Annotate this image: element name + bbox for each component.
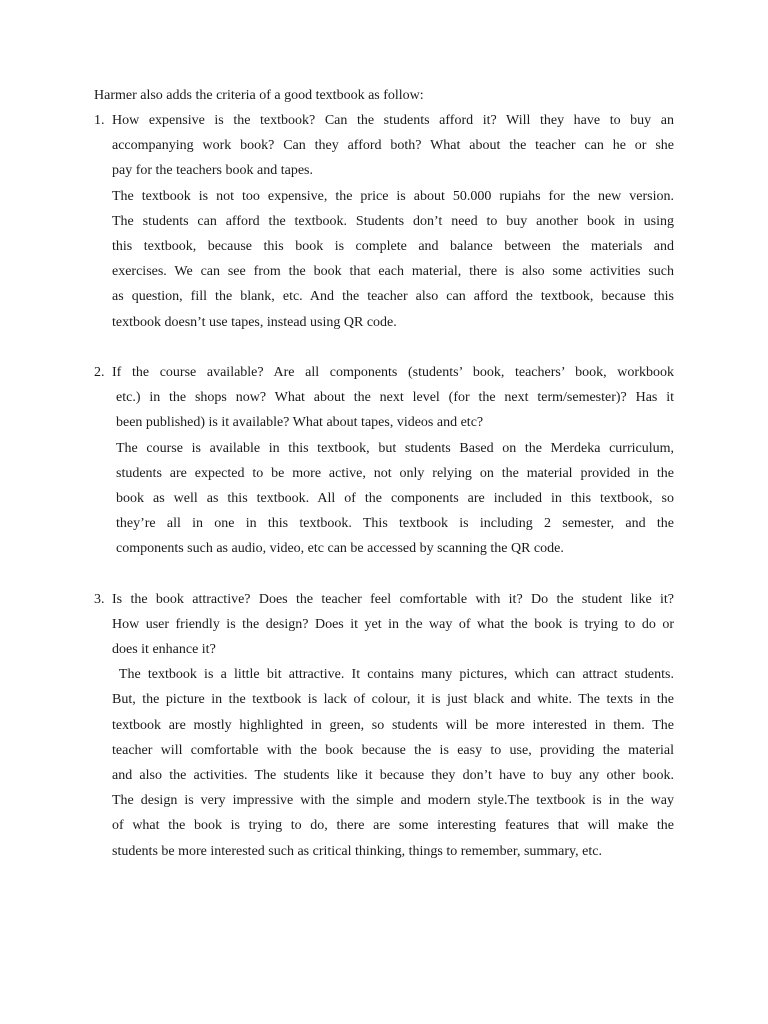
answer-line: The textbook is not too expensive, the price is about 50.000 rupiahs for the new version. (112, 189, 674, 204)
question-line: etc.) in the shops now? What about the next level (for the next term/semester)? Has it (116, 390, 674, 405)
item-number: 3. (94, 592, 105, 607)
answer-line: exercises. We can see from the book that each material, there is also some activities such (112, 264, 674, 279)
answer-line: But, the picture in the textbook is lack of colour, it is just black and white. The texts in the (112, 692, 674, 707)
answer-line: textbook are mostly highlighted in green, so students will be more interested in them. The (112, 718, 674, 733)
answer-line: teacher will comfortable with the book because the is easy to use, providing the material (112, 743, 674, 758)
answer-line: The textbook is a little bit attractive. It contains many pictures, which can attract students. (112, 667, 674, 682)
answer-line: students are expected to be more active, not only relying on the material provided in the (116, 466, 674, 481)
answer-line: The design is very impressive with the simple and modern style.The textbook is in the way (112, 793, 674, 808)
answer-line: and also the activities. The students like it because they don’t have to buy any other book. (112, 768, 674, 783)
answer-line: this textbook, because this book is complete and balance between the materials and (112, 239, 674, 254)
item-number: 2. (94, 365, 105, 380)
answer-line: The course is available in this textbook, but students Based on the Merdeka curriculum, (116, 441, 674, 456)
question-line: Is the book attractive? Does the teacher feel comfortable with it? Do the student like it? (112, 592, 674, 607)
item-number: 1. (94, 113, 105, 128)
answer-line: The students can afford the textbook. Students don’t need to buy another book in using (112, 214, 674, 229)
answer-line: book as well as this textbook. All of the components are included in this textbook, so (116, 491, 674, 506)
answer-line: they’re all in one in this textbook. This textbook is including 2 semester, and the (116, 516, 674, 531)
question-line: accompanying work book? Can they afford both? What about the teacher can he or she (112, 138, 674, 153)
answer-line: components such as audio, video, etc can be accessed by scanning the QR code. (116, 541, 564, 556)
question-line: How expensive is the textbook? Can the students afford it? Will they have to buy an (112, 113, 674, 128)
answer-line: students be more interested such as critical thinking, things to remember, summary, etc. (112, 844, 602, 859)
answer-line: of what the book is trying to do, there are some interesting features that will make the (112, 818, 674, 833)
answer-line: textbook doesn’t use tapes, instead using QR code. (112, 315, 397, 330)
question-line: does it enhance it? (112, 642, 216, 657)
question-line: been published) is it available? What about tapes, videos and etc? (116, 415, 484, 430)
intro-text: Harmer also adds the criteria of a good textbook as follow: (94, 88, 424, 103)
question-line: How user friendly is the design? Does it yet in the way of what the book is trying to do or (112, 617, 674, 632)
question-line: pay for the teachers book and tapes. (112, 163, 313, 178)
answer-line: as question, fill the blank, etc. And the teacher also can afford the textbook, because this (112, 289, 674, 304)
question-line: If the course available? Are all components (students’ book, teachers’ book, workbook (112, 365, 674, 380)
